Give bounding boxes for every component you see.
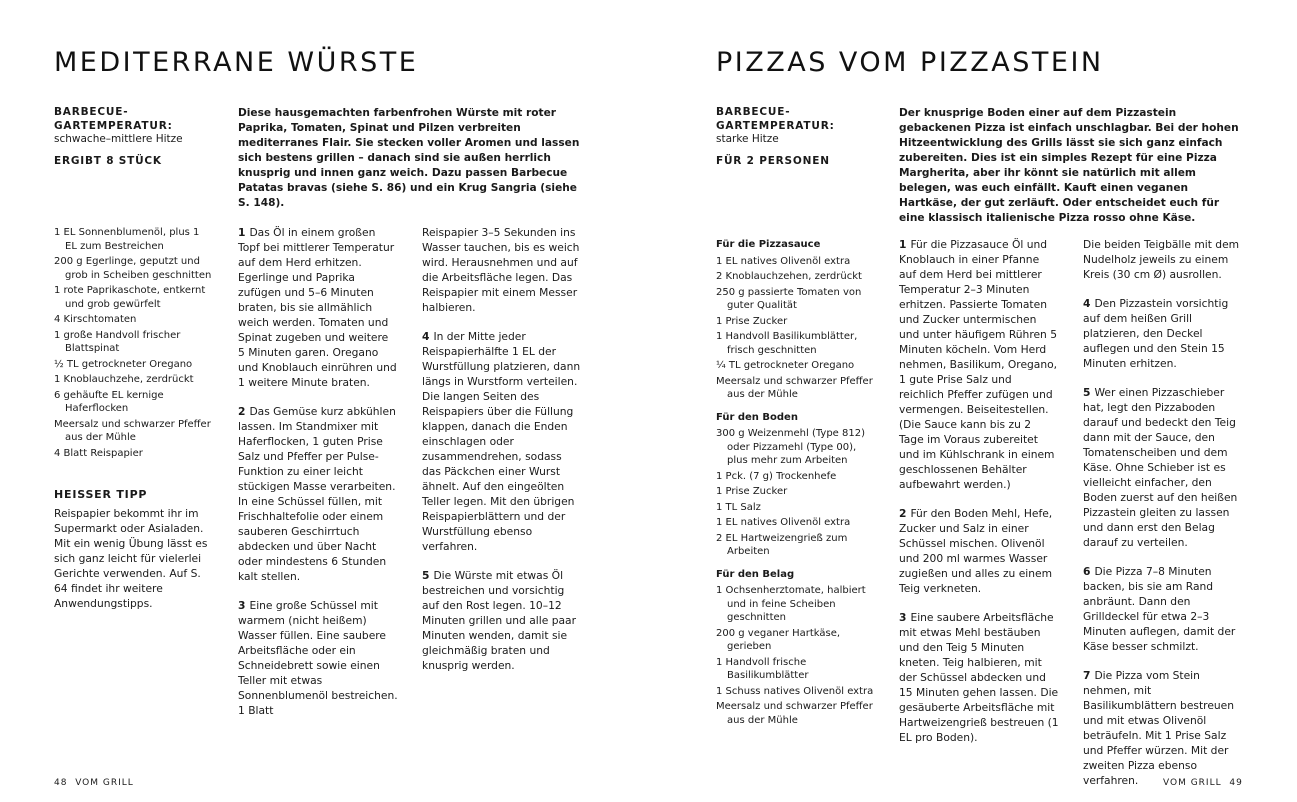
recipe-step — [1083, 668, 1245, 788]
step-number: 2 — [899, 507, 907, 520]
right-recipe-title: PIZZAS VOM PIZZASTEIN — [716, 47, 1104, 78]
step-text: Das Öl in einem großen Topf bei mittlerer Temperatur auf dem Herd erhitzen. Egerlinge und Paprika zufügen und 5–6 Minuten braten, bis sie allmählich weich werden. Tomaten und Spinat zugeben und weitere 5 Minuten garen. Oregano und Knoblauch einrühren und 1 weitere Minute braten. — [238, 226, 397, 389]
ingredient-item: 1 Handvoll frische Basilikumblätter — [716, 656, 809, 681]
left-steps-col2 — [422, 225, 582, 687]
bbq-label-line1: BARBECUE- — [54, 106, 129, 118]
ingredient-item: 2 Knoblauchzehen, zerdrückt — [716, 271, 862, 282]
recipe-step — [238, 225, 398, 390]
recipe-step — [422, 329, 582, 554]
ingredient-item: 1 rote Paprikaschote, entkernt und grob gewürfelt — [54, 285, 206, 310]
ingredient-group — [716, 411, 876, 559]
bbq-label-line1: BARBECUE- — [716, 106, 791, 118]
ingredient-item: 1 Prise Zucker — [716, 315, 788, 327]
left-meta — [54, 106, 224, 168]
ingredient-item: 1 Handvoll Basilikumblätter, frisch geschnitten — [716, 331, 858, 356]
left-ingredients — [54, 226, 214, 462]
ingredient-group-heading: Für den Boden — [716, 411, 798, 423]
ingredient-item: 250 g passierte Tomaten von guter Qualität — [716, 286, 862, 311]
section-name: VOM GRILL — [75, 778, 134, 788]
ingredient-item: 1 EL Sonnenblumenöl, plus 1 EL zum Bestreichen — [54, 227, 200, 252]
step-text: Den Pizzastein vorsichtig auf dem heißen Grill platzieren, den Deckel auflegen und den Stein 15 Minuten erhitzen. — [1083, 297, 1229, 370]
ingredient-item: 1 Prise Zucker — [716, 486, 788, 497]
step-number: 3 — [899, 611, 907, 624]
step-number: 1 — [899, 238, 907, 251]
ingredient-group — [716, 568, 876, 728]
step-text: Wer einen Pizzaschieber hat, legt den Pizzaboden darauf und bedeckt den Teig dann mit der Sauce, den Tomatenscheiben und dem Käse. Ohne Schieber ist es vielleicht einfacher, den Boden zuerst auf den heißen Pizzastein gleiten zu lassen und dann erst den Belag darauf zu verteilen. — [1083, 386, 1238, 549]
recipe-step — [1083, 385, 1245, 550]
tip-text: Reispapier bekommt ihr im Supermarkt oder Asialaden. Mit ein wenig Übung lässt es sich ganz leicht für vielerlei Gerichte verwenden. Auf S. 64 findet ihr weitere Anwendungstipps. — [54, 507, 208, 610]
ingredient-item: 6 gehäufte EL kernige Haferflocken — [54, 389, 164, 414]
step-number: 2 — [238, 405, 246, 418]
step-number: 5 — [422, 569, 430, 582]
yield-label: FÜR 2 PERSONEN — [716, 154, 830, 167]
ingredient-item: 2 EL Hartweizengrieß zum Arbeiten — [716, 532, 848, 557]
ingredient-item: 4 Kirschtomaten — [54, 314, 137, 325]
step-text: In der Mitte jeder Reispapierhälfte 1 EL der Wurstfüllung platzieren, dann längs in Wurstform verteilen. Die langen Seiten des Reispapiers über die Füllung klappen, danach die Enden einschlagen oder zusammendrehen, sodass das Päckchen einer Wurst ähnelt. Auf den eingeölten Teller legen. Mit den übrigen Reispapierblättern und der Wurstfüllung ebenso verfahren. — [422, 330, 581, 553]
step-text: Für die Pizzasauce Öl und Knoblauch in einer Pfanne auf dem Herd bei mittlerer Temperatur 2–3 Minuten erhitzen. Passierte Tomaten und Zucker untermischen und unter häufigem Rühren 5 Minuten köcheln. Vom Herd nehmen, Basilikum, Oregano, 1 gute Prise Salz und reichlich Pfeffer zufügen und vermengen. Beiseitestellen. (Die Sauce kann bis zu 2 Tage im Voraus zubereitet und im Kühlschrank in einem geschlossenen Behälter aufbewahrt werden.) — [899, 238, 1058, 491]
ingredient-item: Meersalz und schwarzer Pfeffer aus der Mühle — [716, 701, 873, 726]
recipe-step — [238, 598, 398, 718]
ingredient-group — [716, 238, 876, 402]
recipe-step — [899, 506, 1059, 596]
recipe-step — [899, 610, 1059, 745]
recipe-step — [422, 568, 582, 673]
right-intro: Der knusprige Boden einer auf dem Pizzastein gebackenen Pizza ist einfach unschlagbar. Bei der hohen Hitzeentwicklung des Grills lässt sie sich ganz einfach zubereiten. Dies ist ein simples Rezept für eine Pizza Margherita, aber ihr könnt sie natürlich mit allem belegen, was euch einfällt. Kauft einen veganen Hartkäse, der gut zerläuft. Oder entscheidet euch für eine klassisch italienische Pizza rosso ohne Käse. — [899, 107, 1239, 224]
left-tip — [54, 488, 214, 611]
yield-label: ERGIBT 8 STÜCK — [54, 154, 162, 167]
ingredient-item: 1 große Handvoll frischer Blattspinat — [54, 329, 181, 354]
step-number: 1 — [238, 226, 246, 239]
tip-title: HEISSER TIPP — [54, 488, 148, 501]
step-number: 7 — [1083, 669, 1091, 682]
ingredient-item: ½ TL getrockneter Oregano — [54, 358, 193, 370]
step-number: 5 — [1083, 386, 1091, 399]
recipe-step — [238, 404, 398, 584]
ingredient-item: 1 Schuss natives Olivenöl extra — [716, 685, 874, 697]
page-number: 48 — [54, 778, 68, 788]
ingredient-group-heading: Für den Belag — [716, 568, 795, 580]
ingredient-item: 1 EL natives Olivenöl extra — [716, 255, 851, 267]
step-number: 3 — [238, 599, 246, 612]
recipe-step — [1083, 564, 1245, 654]
step-text: Für den Boden Mehl, Hefe, Zucker und Salz in einer Schüssel mischen. Olivenöl und 200 ml warmes Wasser zugießen und alles zu einem Teig verkneten. — [899, 507, 1053, 595]
ingredient-group-heading: Für die Pizzasauce — [716, 239, 821, 250]
step-text: Eine große Schüssel mit warmem (nicht heißem) Wasser füllen. Eine saubere Arbeitsfläche oder ein Schneidebrett sowie einen Teller mit etwas Sonnenblumenöl bestreichen. 1 Blatt — [238, 599, 398, 717]
left-recipe-title: MEDITERRANE WÜRSTE — [54, 47, 419, 78]
ingredient-item: ¼ TL getrockneter Oregano — [716, 360, 855, 371]
ingredient-item: Meersalz und schwarzer Pfeffer aus der Mühle — [54, 418, 211, 443]
step-text: Das Gemüse kurz abkühlen lassen. Im Standmixer mit Haferflocken, 1 guten Prise Salz und Pfeffer per Pulse-Funktion zu einer leicht stückigen Masse verarbeiten. In eine Schüssel füllen, mit Frischhaltefolie oder einem sauberen Geschirrtuch abdecken und über Nacht oder mindestens 6 Stunden kalt stellen. — [238, 405, 396, 583]
left-intro: Diese hausgemachten farbenfrohen Würste mit roter Paprika, Tomaten, Spinat und Pilzen verbreiten mediterranes Flair. Sie stecken voller Aromen und lassen sich bestens grillen – danach sind sie außen herrlich knusprig und innen ganz weich. Dazu passen Barbecue Patatas bravas (siehe S. 86) und ein Krug Sangria (siehe S. 148). — [238, 107, 580, 209]
right-ingredients — [716, 238, 876, 736]
ingredient-item: 1 Ochsenherztomate, halbiert und in feine Scheiben geschnitten — [716, 585, 866, 623]
step-number: 4 — [422, 330, 430, 343]
right-footer — [1163, 778, 1243, 788]
ingredient-item: 300 g Weizenmehl (Type 812) oder Pizzamehl (Type 00), plus mehr zum Arbeiten — [716, 428, 865, 466]
ingredient-item: 1 EL natives Olivenöl extra — [716, 517, 851, 528]
ingredient-item: 200 g Egerlinge, geputzt und grob in Scheiben geschnitten — [54, 256, 212, 281]
step-number: 4 — [1083, 297, 1091, 310]
page-number: 49 — [1229, 778, 1243, 788]
bbq-label-line2: GARTEMPERATUR: — [716, 119, 835, 132]
step-continuation: Reispapier 3–5 Sekunden ins Wasser tauchen, bis es weich wird. Herausnehmen und auf die Arbeitsfläche legen. Das Reispapier mit einem Messer halbieren. — [422, 226, 580, 314]
right-meta — [716, 106, 886, 168]
right-steps-col1 — [899, 237, 1059, 759]
section-name: VOM GRILL — [1163, 778, 1222, 788]
step-text: Die Pizza vom Stein nehmen, mit Basilikumblättern bestreuen und mit etwas Olivenöl beträufeln. Mit 1 Prise Salz und Pfeffer würzen. Mit der zweiten Pizza ebenso verfahren. — [1083, 669, 1235, 787]
ingredient-item: 200 g veganer Hartkäse, gerieben — [716, 627, 841, 652]
step-text: Die Pizza 7–8 Minuten backen, bis sie am Rand anbräunt. Dann den Grilldeckel für etwa 2–3 Minuten auflegen, damit der Käse besser schmilzt. — [1083, 565, 1236, 653]
recipe-step — [1083, 296, 1245, 371]
right-steps-col2 — [1083, 237, 1245, 802]
ingredient-item: 1 Pck. (7 g) Trockenhefe — [716, 470, 837, 482]
left-footer — [54, 778, 134, 788]
bbq-value: schwache–mittlere Hitze — [54, 133, 183, 145]
ingredient-item: Meersalz und schwarzer Pfeffer aus der Mühle — [716, 375, 873, 400]
ingredient-item: 1 TL Salz — [716, 501, 761, 513]
ingredient-item: 4 Blatt Reispapier — [54, 447, 143, 459]
step-text: Die Würste mit etwas Öl bestreichen und vorsichtig auf den Rost legen. 10–12 Minuten grillen und alle paar Minuten wenden, damit sie gleichmäßig braten und knusprig werden. — [422, 569, 576, 672]
left-steps-col1 — [238, 225, 398, 732]
step-text: Eine saubere Arbeitsfläche mit etwas Mehl bestäuben und den Teig 5 Minuten kneten. Teig halbieren, mit der Schüssel abdecken und 15 Minuten gehen lassen. Die gesäuberte Arbeitsfläche mit Hartweizengrieß bestreuen (1 EL pro Boden). — [899, 611, 1059, 744]
step-number: 6 — [1083, 565, 1091, 578]
recipe-step — [899, 237, 1059, 492]
step-continuation: Die beiden Teigbälle mit dem Nudelholz jeweils zu einem Kreis (30 cm Ø) ausrollen. — [1083, 238, 1240, 281]
ingredient-item: 1 Knoblauchzehe, zerdrückt — [54, 374, 194, 385]
bbq-label-line2: GARTEMPERATUR: — [54, 119, 173, 132]
bbq-value: starke Hitze — [716, 133, 779, 145]
